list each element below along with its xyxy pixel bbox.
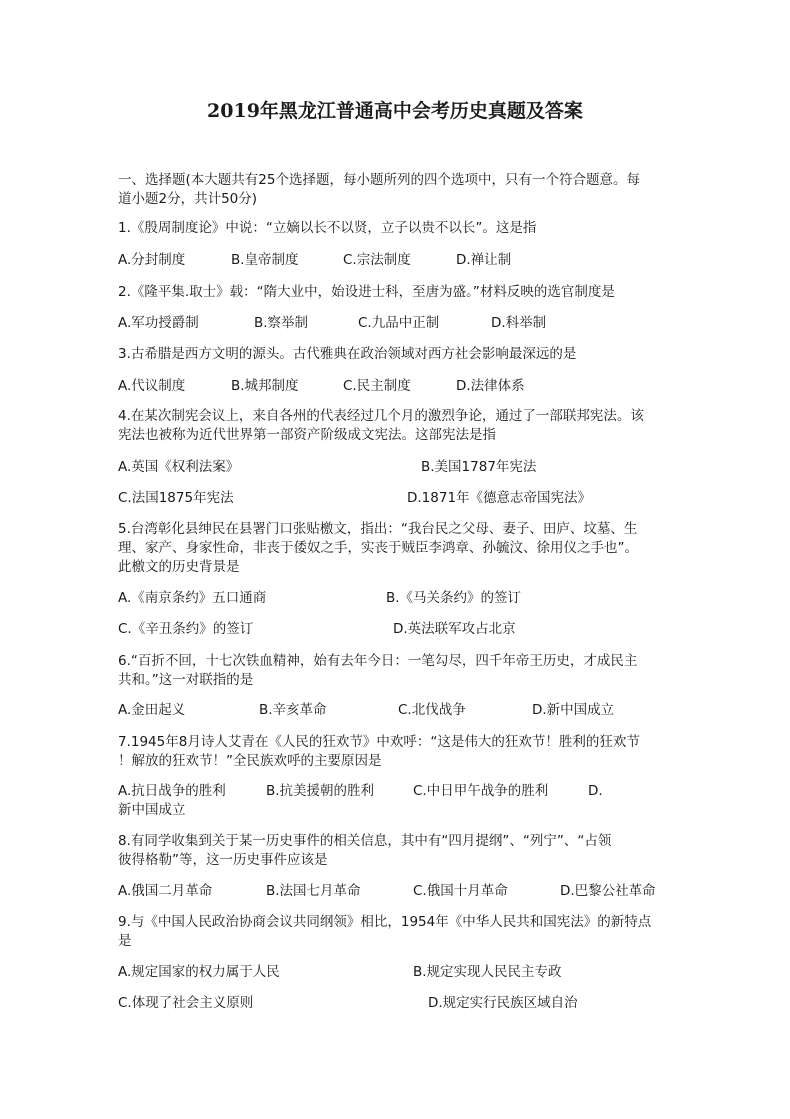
question-6-stem-line-2: 共和。”这一对联指的是 xyxy=(118,672,254,688)
section-intro-line-1: 一、选择题(本大题共有25个选择题，每小题所列的四个选项中，只有一个符合题意。每 xyxy=(118,172,640,188)
question-4-stem-line-1: 4.在某次制宪会议上，来自各州的代表经过几个月的激烈争论，通过了一部联邦宪法。该 xyxy=(118,408,644,424)
question-2-option-c: C.九品中正制 xyxy=(358,315,440,331)
question-3-option-d: D.法律体系 xyxy=(456,378,525,394)
question-6-stem-line-1: 6.“百折不回，十七次铁血精神，始有去年今日：一笔勾尽，四千年帝王历史，才成民主 xyxy=(118,653,638,669)
question-5-option-a: A.《南京条约》五口通商 xyxy=(118,590,267,606)
question-5-stem-line-2: 理、家产、身家性命，非丧于倭奴之手，实丧于贼臣李鸿章、孙毓汶、徐用仪之手也”。 xyxy=(118,540,638,556)
question-8-option-d: D.巴黎公社革命 xyxy=(560,883,656,899)
question-3-option-c: C.民主制度 xyxy=(343,378,411,394)
question-5-option-d: D.英法联军攻占北京 xyxy=(393,621,516,637)
question-4-option-b: B.美国1787年宪法 xyxy=(421,459,537,475)
question-6-option-c: C.北伐战争 xyxy=(398,702,466,718)
question-5-stem-line-1: 5.台湾彰化县绅民在县署门口张贴檄文，指出：“我台民之父母、妻子、田庐、坟墓、生 xyxy=(118,521,638,537)
question-9-stem-line-1: 9.与《中国人民政治协商会议共同纲领》相比，1954年《中华人民共和国宪法》的新特点 xyxy=(118,914,652,930)
question-2-option-d: D.科举制 xyxy=(491,315,547,331)
question-7-stem-line-1: 7.1945年8月诗人艾青在《人民的狂欢节》中欢呼：“这是伟大的狂欢节！胜利的狂欢节 xyxy=(118,734,640,750)
question-9-stem-line-2: 是 xyxy=(118,933,132,949)
question-9-option-d: D.规定实行民族区域自治 xyxy=(428,995,578,1011)
document-title: 2019年黑龙江普通高中会考历史真题及答案 xyxy=(207,100,583,122)
question-4-option-a: A.英国《权利法案》 xyxy=(118,459,240,475)
question-9-option-b: B.规定实现人民民主专政 xyxy=(413,964,562,980)
question-7-option-c: C.中日甲午战争的胜利 xyxy=(413,783,549,799)
question-2-option-a: A.军功授爵制 xyxy=(118,315,199,331)
question-3-option-b: B.城邦制度 xyxy=(231,378,299,394)
question-6-option-b: B.辛亥革命 xyxy=(259,702,327,718)
question-8-option-b: B.法国七月革命 xyxy=(266,883,361,899)
question-1-option-d: D.禅让制 xyxy=(456,252,512,268)
question-1-option-b: B.皇帝制度 xyxy=(231,252,299,268)
question-8-stem-line-1: 8.有同学收集到关于某一历史事件的相关信息，其中有“四月提纲”、“列宁”、“占领 xyxy=(118,833,612,849)
question-3-stem: 3.古希腊是西方文明的源头。古代雅典在政治领域对西方社会影响最深远的是 xyxy=(118,346,577,362)
question-7-option-d: D. xyxy=(588,783,603,799)
question-7-option-b: B.抗美援朝的胜利 xyxy=(266,783,375,799)
question-4-stem-line-2: 宪法也被称为近代世界第一部资产阶级成文宪法。这部宪法是指 xyxy=(118,427,496,443)
question-6-option-d: D.新中国成立 xyxy=(532,702,615,718)
question-3-option-a: A.代议制度 xyxy=(118,378,186,394)
question-4-option-d: D.1871年《德意志帝国宪法》 xyxy=(407,490,592,506)
question-9-option-c: C.体现了社会主义原则 xyxy=(118,995,254,1011)
question-2-option-b: B.察举制 xyxy=(254,315,309,331)
question-4-option-c: C.法国1875年宪法 xyxy=(118,490,234,506)
question-5-option-b: B.《马关条约》的签订 xyxy=(386,590,522,606)
question-8-option-a: A.俄国二月革命 xyxy=(118,883,213,899)
question-1-stem: 1.《殷周制度论》中说：“立嫡以长不以贤，立子以贵不以长”。这是指 xyxy=(118,220,537,236)
question-1-option-c: C.宗法制度 xyxy=(343,252,411,268)
question-5-option-c: C.《辛丑条约》的签订 xyxy=(118,621,254,637)
question-7-option-d-text: 新中国成立 xyxy=(118,802,186,818)
question-2-stem: 2.《隆平集.取士》载：“隋大业中，始设进士科，至唐为盛。”材料反映的选官制度是 xyxy=(118,284,615,300)
question-9-option-a: A.规定国家的权力属于人民 xyxy=(118,964,280,980)
question-7-stem-line-2: ！解放的狂欢节！”全民族欢呼的主要原因是 xyxy=(118,753,382,769)
question-8-option-c: C.俄国十月革命 xyxy=(413,883,508,899)
question-7-option-a: A.抗日战争的胜利 xyxy=(118,783,226,799)
question-5-stem-line-3: 此檄文的历史背景是 xyxy=(118,559,240,575)
section-intro-line-2: 道小题2分，共计50分) xyxy=(118,191,258,207)
question-6-option-a: A.金田起义 xyxy=(118,702,186,718)
question-8-stem-line-2: 彼得格勒”等，这一历史事件应该是 xyxy=(118,852,328,868)
question-1-option-a: A.分封制度 xyxy=(118,252,186,268)
